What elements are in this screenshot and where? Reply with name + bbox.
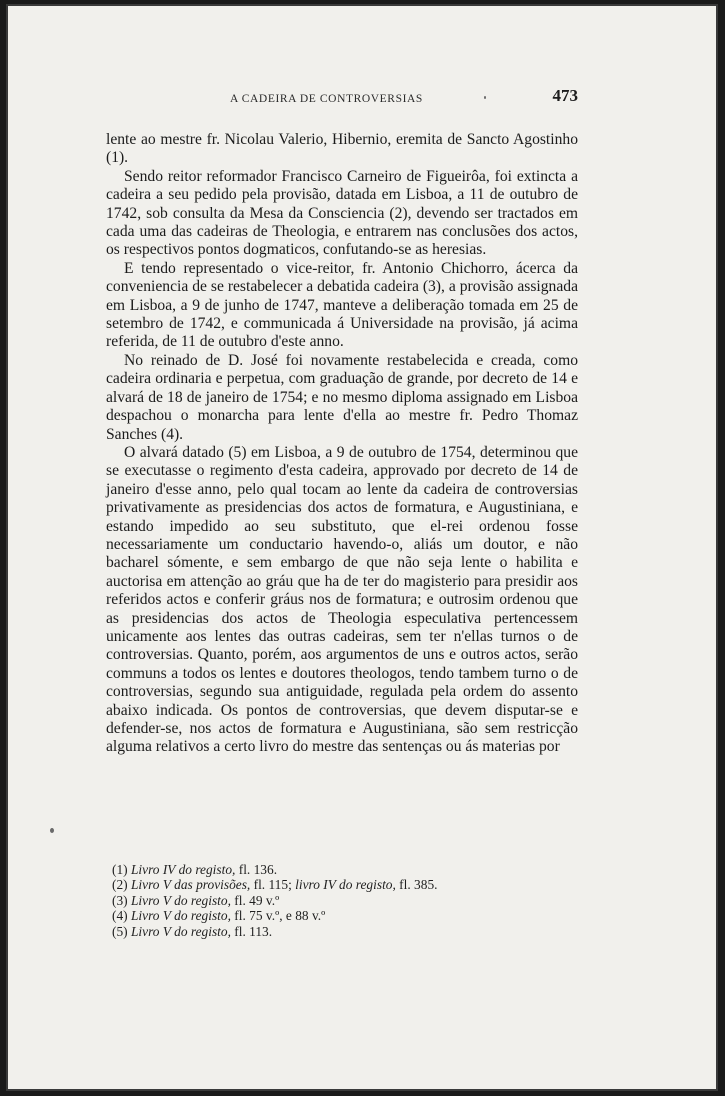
scan-speck xyxy=(50,828,54,833)
paragraph: O alvará datado (5) em Lisboa, a 9 de outubro de 1754, determinou que se executasse o regimento d'esta cadeira, approvado por decreto de 14 de janeiro d'esse anno, pelo qual tocam ao lente da cadeira de controversias privativamente as presidencias dos actos de formatura, e Augustiniana, e estando impedido ao seu substituto, que el-rei ordenou fosse necessariamente um conductario havendo-o, aliás um doutor, e não bacharel sómente, e sem embargo de que não seja lente o habilita e auctorisa em attenção ao gráu que ha de ter do magisterio para presidir aos referidos actos e conferir gráus nos de formatura; e outrosim ordenou que as presidencias dos actos de Theologia especulativa pertencessem unicamente aos lentes das outras cadeiras, sem ter n'ellas turnos o de controversias. Quanto, porém, aos argumentos de uns e outros actos, serão communs a todos os lentes e doutores theologos, tendo tambem turno o de controversias, segundo sua antiguidade, regulada pela ordem do assento abaixo indicada. Os pontos de controversias, que devem disputar-se e defender-se, nos actos de formatura e Augustiniana, são sem restricção alguma relativos a certo livro do mestre das sentenças ou ás materias por xyxy=(106,443,578,756)
footnote-marker: (3) xyxy=(112,892,128,908)
footnote-marker: (4) xyxy=(112,908,128,924)
scanned-page xyxy=(6,4,718,1091)
footnote-marker: (1) xyxy=(112,862,128,877)
paragraph: lente ao mestre fr. Nicolau Valerio, Hibernio, eremita de Sancto Agostinho (1). xyxy=(106,131,578,167)
footnotes xyxy=(112,862,578,939)
footnote xyxy=(112,862,578,877)
footnote-source: Livro IV do registo, xyxy=(130,862,236,877)
footnote xyxy=(112,924,578,939)
page-header xyxy=(106,86,578,112)
page-number: 473 xyxy=(552,86,578,105)
paragraph: Sendo reitor reformador Francisco Carneiro de Figueirôa, foi extincta a cadeira a seu pedido pela provisão, datada em Lisboa, a 11 de outubro de 1742, sob consulta da Mesa da Consciencia (2), devendo ser tractados em cada uma das cadeiras de Theologia, e entrarem nas conclusões dos actos, os respectivos pontos dogmaticos, confutando-se as heresias. xyxy=(106,167,578,259)
footnote-source: Livro V das provisões, xyxy=(130,877,251,893)
footnote-source: Livro V do registo, xyxy=(130,908,231,924)
body-text xyxy=(106,131,578,757)
footnote-source: Livro V do registo, xyxy=(130,892,231,908)
footnote-source-secondary: livro IV do registo, xyxy=(295,877,396,893)
footnote-reference: fl. 49 v.º xyxy=(230,892,280,908)
footnote-reference-secondary: fl. 385. xyxy=(395,877,438,893)
footnote-reference: fl. 136. xyxy=(235,862,278,877)
footnote-source: Livro V do registo, xyxy=(130,923,231,939)
footnote xyxy=(112,893,578,908)
paragraph: No reinado de D. José foi novamente restabelecida e creada, como cadeira ordinaria e perpetua, com graduação de grande, por decreto de 14 e alvará de 18 de janeiro de 1754; e no mesmo diploma assignado em Lisboa despachou o monarcha para lente d'ella ao mestre fr. Pedro Thomaz Sanches (4). xyxy=(106,351,578,443)
footnote xyxy=(112,877,578,892)
paragraph: E tendo representado o vice-reitor, fr. Antonio Chichorro, ácerca da conveniencia de se restabelecer a debatida cadeira (3), a provisão assignada em Lisboa, a 9 de junho de 1747, manteve a deliberação tomada em 25 de setembro de 1742, e communicada á Universidade na provisão, já acima referida, de 11 de outubro d'este anno. xyxy=(106,259,578,351)
footnote-reference: fl. 115; xyxy=(250,877,296,893)
footnote xyxy=(112,908,578,923)
running-title: A CADEIRA DE CONTROVERSIAS xyxy=(230,93,423,105)
footnote-reference: fl. 113. xyxy=(230,923,273,939)
footnote-marker: (2) xyxy=(112,877,128,893)
footnote-reference: fl. 75 v.º, e 88 v.º xyxy=(230,908,326,924)
scan-speck xyxy=(484,96,486,99)
footnote-marker: (5) xyxy=(112,923,128,939)
